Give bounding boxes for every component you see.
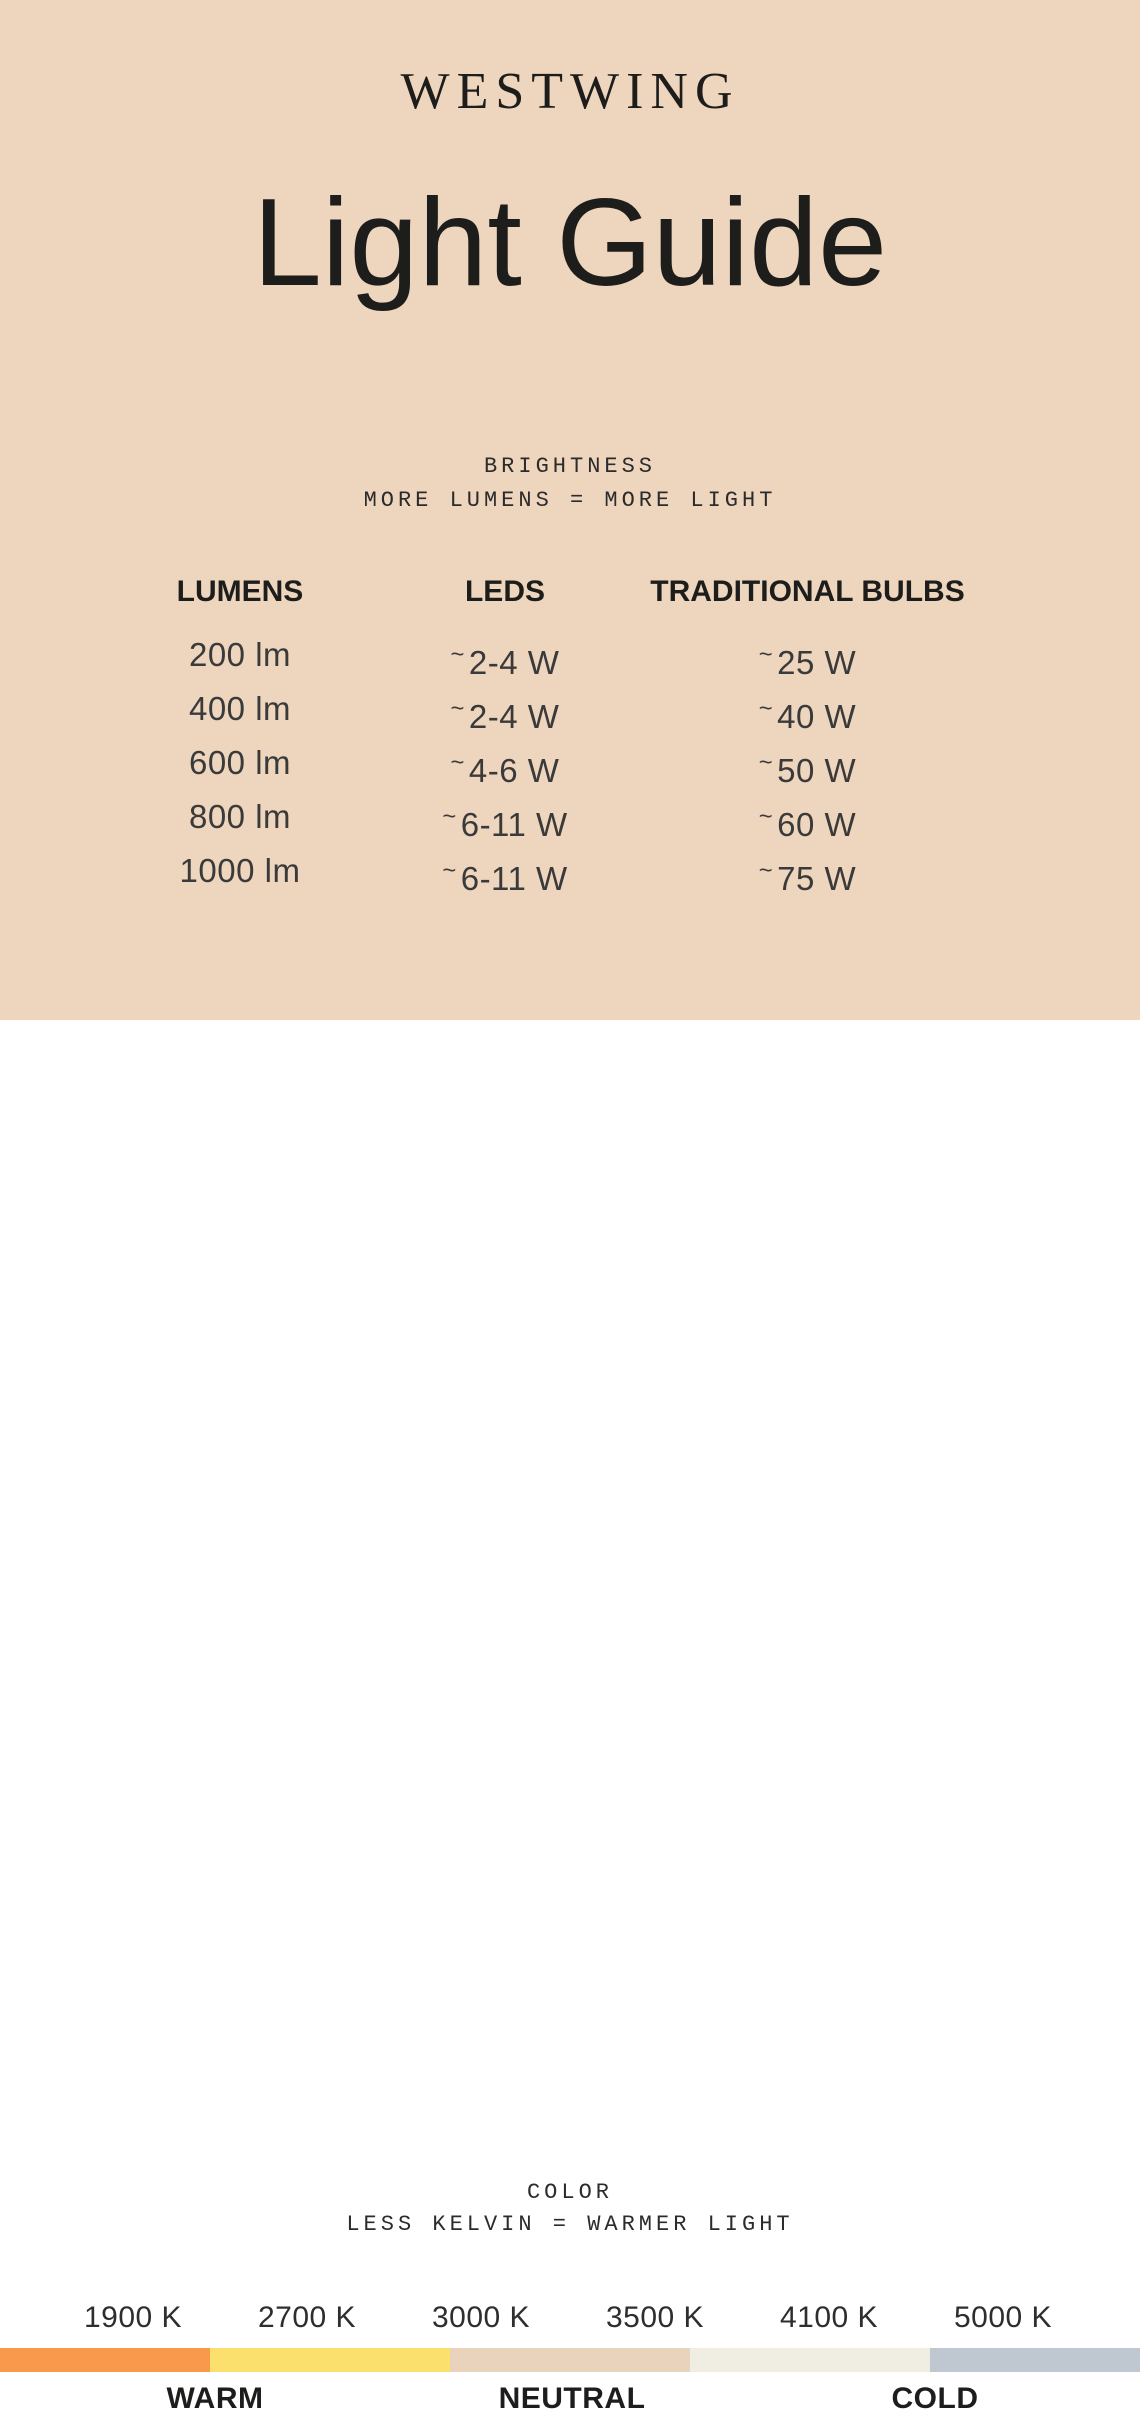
brand-logo: WESTWING (400, 63, 740, 120)
leds-watts: 2-4 W (468, 643, 560, 681)
bulbs-watts: 40 W (777, 697, 857, 735)
column-header-lumens: LUMENS (176, 575, 304, 608)
kelvin-label-row (0, 2303, 1140, 2333)
kelvin-label-4100: 4100 K (779, 2301, 879, 2334)
bulbs-watts: 75 W (777, 859, 857, 897)
bulbs-value (615, 844, 1000, 906)
leds-value (395, 844, 615, 906)
leds-watts: 6-11 W (460, 805, 568, 843)
kelvin-label-2700: 2700 K (257, 2301, 357, 2334)
kelvin-label-3500: 3500 K (605, 2301, 705, 2334)
approx-symbol: ~ (450, 749, 465, 776)
scale-segment-cold-blue (930, 2348, 1140, 2372)
approx-symbol: ~ (758, 857, 774, 884)
temp-label-cold: COLD (891, 2382, 979, 2415)
leds-watts: 4-6 W (468, 751, 560, 789)
bulbs-value (615, 628, 1000, 690)
leds-value (395, 682, 615, 744)
approx-symbol: ~ (442, 803, 457, 830)
color-temperature-scale-bar (0, 2348, 1140, 2372)
lumens-value: 600 lm (188, 744, 292, 781)
leds-value (395, 790, 615, 852)
color-subheading: LESS KELVIN = WARMER LIGHT (346, 2212, 794, 2237)
bulbs-watts: 25 W (777, 643, 857, 681)
lumens-value: 800 lm (188, 798, 292, 835)
kelvin-label-3000: 3000 K (431, 2301, 531, 2334)
leds-value (395, 628, 615, 690)
lumens-value: 1000 lm (179, 852, 301, 889)
column-header-traditional-bulbs: TRADITIONAL BULBS (650, 575, 965, 608)
temperature-label-row (0, 2383, 1140, 2415)
approx-symbol: ~ (758, 695, 774, 722)
kelvin-label-1900: 1900 K (83, 2301, 183, 2334)
approx-symbol: ~ (442, 857, 457, 884)
bulbs-value (615, 736, 1000, 798)
scale-segment-neutral-tan (450, 2348, 690, 2372)
leds-watts: 6-11 W (460, 859, 568, 897)
temp-label-warm: WARM (166, 2382, 264, 2415)
column-header-leds: LEDS (464, 575, 545, 608)
scale-segment-neutral-cream (690, 2348, 930, 2372)
brightness-panel (0, 0, 1140, 1020)
brightness-heading: BRIGHTNESS (483, 454, 657, 479)
brightness-subheading: MORE LUMENS = MORE LIGHT (363, 488, 777, 513)
page-title: Light Guide (252, 174, 888, 312)
lumens-value: 200 lm (188, 636, 292, 673)
bulbs-value (615, 682, 1000, 744)
bulbs-value (615, 790, 1000, 852)
scale-segment-warm-yellow (210, 2348, 450, 2372)
approx-symbol: ~ (758, 803, 774, 830)
approx-symbol: ~ (450, 695, 465, 722)
bulbs-watts: 60 W (777, 805, 857, 843)
leds-watts: 2-4 W (468, 697, 560, 735)
color-heading: COLOR (526, 2180, 613, 2205)
kelvin-label-5000: 5000 K (953, 2301, 1053, 2334)
lumens-value: 400 lm (188, 690, 292, 727)
scale-segment-warm-orange (0, 2348, 210, 2372)
table-header-row (0, 570, 1140, 614)
temp-label-neutral: NEUTRAL (498, 2382, 646, 2415)
approx-symbol: ~ (758, 641, 774, 668)
leds-value (395, 736, 615, 798)
color-panel (0, 1020, 1140, 2415)
approx-symbol: ~ (450, 641, 465, 668)
approx-symbol: ~ (758, 749, 774, 776)
bulbs-watts: 50 W (777, 751, 857, 789)
